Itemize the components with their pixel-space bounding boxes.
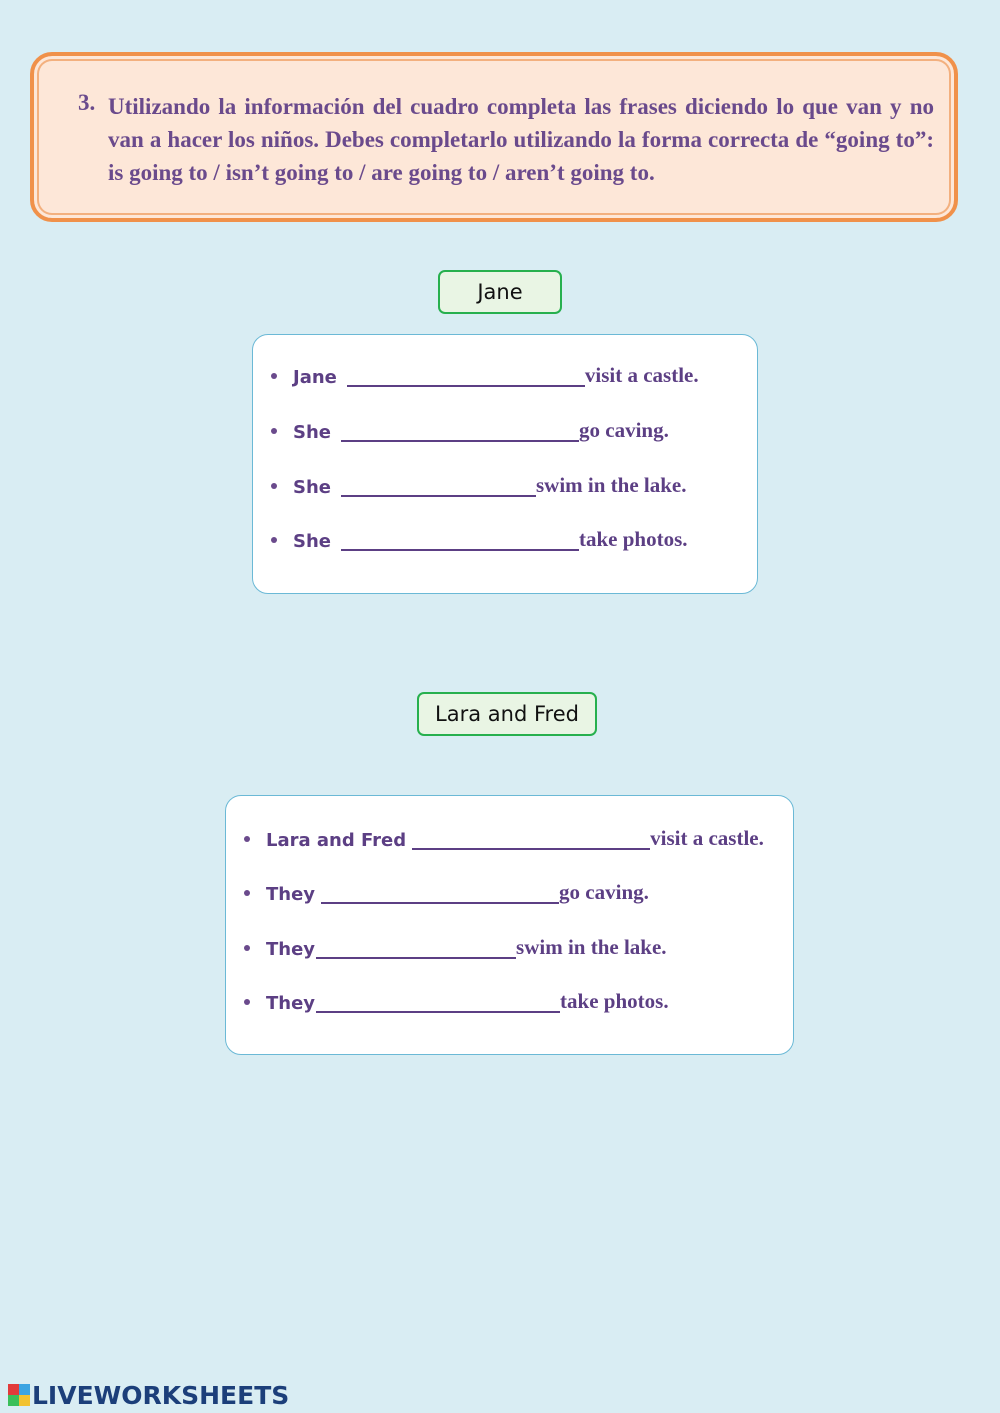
sentence-verb: go caving. bbox=[559, 880, 649, 904]
sentence-card-lara-and-fred bbox=[225, 795, 794, 1055]
answer-blank[interactable] bbox=[321, 880, 559, 904]
liveworksheets-logo-icon bbox=[8, 1384, 30, 1406]
sentence-subject: Jane bbox=[293, 367, 337, 388]
bullet-icon bbox=[271, 537, 277, 543]
instruction-box bbox=[30, 52, 958, 222]
answer-blank[interactable] bbox=[341, 527, 579, 551]
bullet-icon bbox=[244, 836, 250, 842]
sentence-subject: They bbox=[266, 939, 316, 960]
answer-blank[interactable] bbox=[341, 473, 536, 497]
answer-blank[interactable] bbox=[316, 935, 516, 959]
sentence-row bbox=[244, 930, 667, 960]
sentence-verb: go caving. bbox=[579, 418, 669, 442]
sentence-subject: They bbox=[266, 993, 316, 1014]
sentence-verb: swim in the lake. bbox=[516, 935, 667, 959]
bullet-icon bbox=[271, 428, 277, 434]
sentence-subject: She bbox=[293, 531, 331, 552]
instruction-text: Utilizando la información del cuadro completa las frases diciendo lo que van y no van a hacer los niños. Debes completarlo utilizando la forma correcta de “going to”: is going to / isn’t going to / are going to / aren’t going to. bbox=[108, 94, 934, 185]
sentence-row bbox=[244, 875, 649, 905]
sentence-row bbox=[244, 984, 669, 1014]
sentence-row bbox=[271, 358, 699, 388]
sentence-verb: visit a castle. bbox=[584, 363, 699, 387]
sentence-card-jane bbox=[252, 334, 758, 594]
sentence-verb: visit a castle. bbox=[650, 826, 764, 850]
sentence-row bbox=[244, 821, 764, 851]
bullet-icon bbox=[271, 483, 277, 489]
name-tag-jane: Jane bbox=[438, 270, 562, 314]
sentence-subject: They bbox=[266, 884, 316, 905]
sentence-row bbox=[271, 413, 669, 443]
sentence-row bbox=[271, 522, 688, 552]
answer-blank[interactable] bbox=[341, 418, 579, 442]
answer-blank[interactable] bbox=[412, 826, 650, 850]
bullet-icon bbox=[271, 373, 277, 379]
name-tag-lara-and-fred: Lara and Fred bbox=[417, 692, 597, 736]
sentence-row bbox=[271, 468, 687, 498]
sentence-subject: She bbox=[293, 422, 331, 443]
sentence-subject: Lara and Fred bbox=[266, 830, 407, 851]
answer-blank[interactable] bbox=[347, 363, 585, 387]
instruction-number: 3. bbox=[78, 90, 96, 115]
bullet-icon bbox=[244, 945, 250, 951]
answer-blank[interactable] bbox=[316, 989, 560, 1013]
sentence-subject: She bbox=[293, 477, 331, 498]
bullet-icon bbox=[244, 999, 250, 1005]
logo-text: LIVEWORKSHEETS bbox=[32, 1380, 290, 1410]
sentence-verb: swim in the lake. bbox=[536, 473, 687, 497]
sentence-verb: take photos. bbox=[579, 527, 688, 551]
bullet-icon bbox=[244, 890, 250, 896]
liveworksheets-logo[interactable] bbox=[8, 1381, 289, 1409]
sentence-verb: take photos. bbox=[560, 989, 669, 1013]
